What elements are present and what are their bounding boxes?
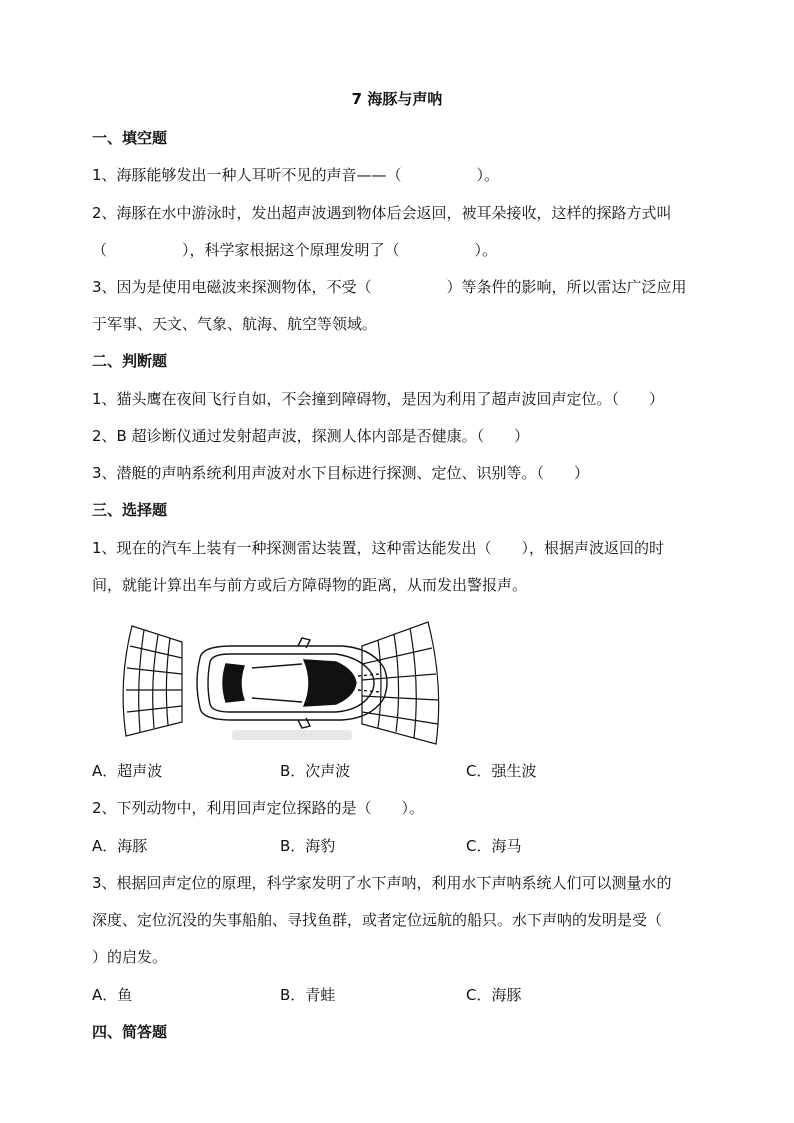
choice-question-3-line-2: 深度、定位沉没的失事船舶、寻找鱼群，或者定位远航的船只。水下声呐的发明是受（	[92, 911, 663, 929]
choice-3-option-c[interactable]: C．海豚	[466, 986, 522, 1004]
choice-2-option-a[interactable]: A．海豚	[92, 837, 148, 855]
judge-question-3: 3、潜艇的声呐系统利用声波对水下目标进行探测、定位、识别等。（ ）	[92, 464, 590, 482]
judge-question-2: 2、B 超诊断仪通过发射超声波，探测人体内部是否健康。（ ）	[92, 427, 530, 445]
choice-question-1-line-2: 间，就能计算出车与前方或后方障碍物的距离，从而发出警报声。	[92, 576, 528, 594]
choice-question-3-line-3: ）的启发。	[92, 948, 168, 966]
choice-1-option-a[interactable]: A．超声波	[92, 762, 163, 780]
choice-2-option-c[interactable]: C．海马	[466, 837, 522, 855]
choice-question-3-options	[92, 984, 692, 1006]
fill-question-3-line-1: 3、因为是使用电磁波来探测物体，不受（ ）等条件的影响，所以雷达广泛应用	[92, 278, 687, 296]
fill-question-2-line-2: （ ），科学家根据这个原理发明了（ ）。	[92, 241, 498, 259]
choice-1-option-b[interactable]: B．次声波	[280, 762, 351, 780]
choice-1-option-c[interactable]: C．强生波	[466, 762, 537, 780]
judge-question-1: 1、猫头鹰在夜间飞行自如，不会撞到障碍物，是因为利用了超声波回声定位。（ ）	[92, 390, 665, 408]
choice-question-2: 2、下列动物中，利用回声定位探路的是（ ）。	[92, 799, 425, 817]
section-heading-fill: 一、填空题	[92, 129, 168, 147]
choice-3-option-b[interactable]: B．青蛙	[280, 986, 336, 1004]
page-title: 7 海豚与声呐	[351, 90, 443, 108]
choice-question-3-line-1: 3、根据回声定位的原理，科学家发明了水下声呐，利用水下声呐系统人们可以测量水的	[92, 874, 672, 892]
section-heading-judge: 二、判断题	[92, 352, 168, 370]
choice-2-option-b[interactable]: B．海豹	[280, 837, 336, 855]
fill-question-1: 1、海豚能够发出一种人耳听不见的声音——（ ）。	[92, 166, 500, 184]
choice-question-1-line-1: 1、现在的汽车上装有一种探测雷达装置，这种雷达能发出（ ），根据声波返回的时	[92, 539, 665, 557]
section-heading-choice: 三、选择题	[92, 501, 168, 519]
section-heading-short-answer: 四、简答题	[92, 1023, 168, 1041]
choice-question-1-options	[92, 760, 692, 782]
radar-fan-right-icon	[358, 618, 442, 754]
choice-question-2-options	[92, 835, 692, 857]
fill-question-3-line-2: 于军事、天文、气象、航海、航空等领域。	[92, 315, 378, 333]
fill-question-2-line-1: 2、海豚在水中游泳时，发出超声波遇到物体后会返回，被耳朵接收，这样的探路方式叫	[92, 204, 672, 222]
choice-3-option-a[interactable]: A．鱼	[92, 986, 133, 1004]
